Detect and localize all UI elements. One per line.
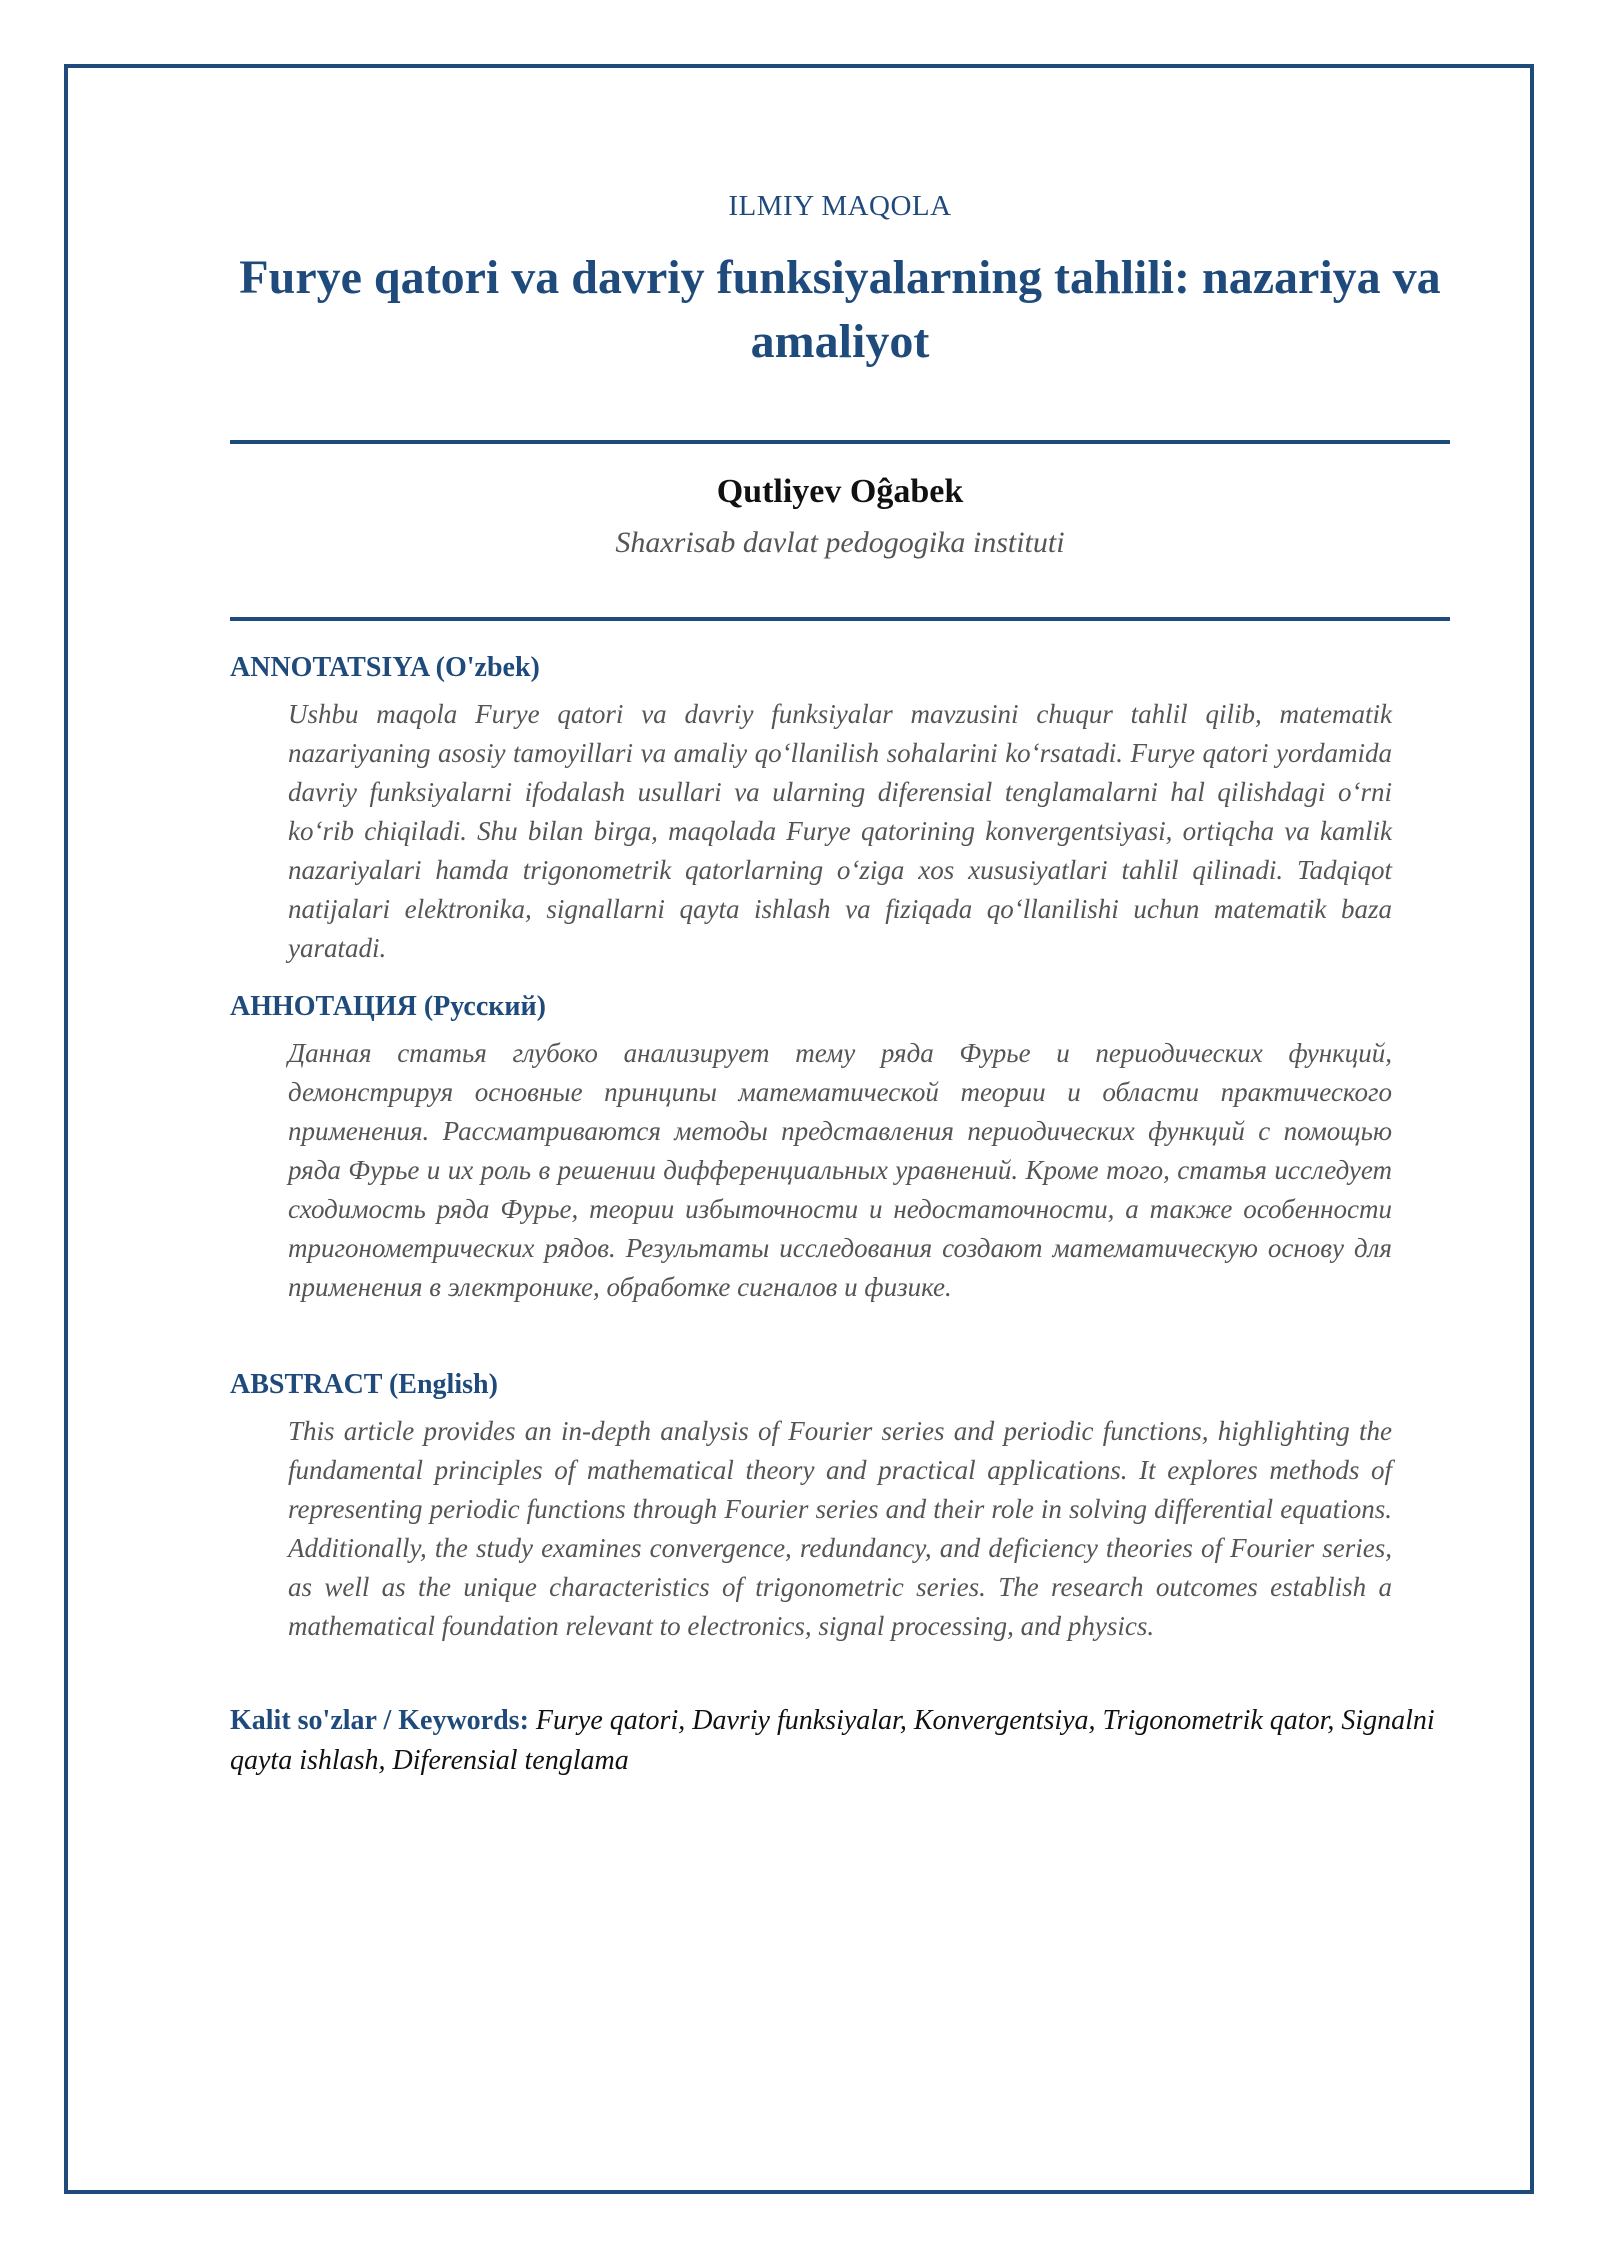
author-divider [230,617,1450,621]
keywords-list: Furye qatori, Davriy funksiyalar, Konvergentsiya, Trigonometrik qator, Signalni qayta ishlash, Diferensial tenglama [230,1705,1435,1776]
abstract-text-english: This article provides an in-depth analysis of Fourier series and periodic functions, highlighting the fundamental principles of mathematical theory and practical applications. It explores methods of representing periodic functions through Fourier series and their role in solving differential equations. Additionally, the study examines convergence, redundancy, and deficiency theories of Fourier series, as well as the unique characteristics of trigonometric series. The research outcomes establish a mathematical foundation relevant to electronics, signal processing, and physics. [288,1416,1392,1641]
abstract-heading-uzbek: ANNOTATSIYA (O'zbek) [230,652,540,683]
article-type-label: ILMIY MAQOLA [728,190,952,222]
abstract-text-uzbek: Ushbu maqola Furye qatori va davriy funksiyalar mavzusini chuqur tahlil qilib, matematik nazariyaning asosiy tamoyillari va amaliy qo‘llanilish sohalarini ko‘rsatadi. Furye qatori yordamida davriy funksiyalarni ifodalash usullari va ularning diferensial tenglamalarni hal qilishdagi o‘rni ko‘rib chiqiladi. Shu bilan birga, maqolada Furye qatorining konvergentsiyasi, ortiqcha va kamlik nazariyalari hamda trigonometrik qatorlarning o‘ziga xos xususiyatlari tahlil qilinadi. Tadqiqot natijalari elektronika, signallarni qayta ishlash va fiziqada qo‘llanilishi uchun matematik baza yaratadi. [288,699,1392,963]
paper-title: Furye qatori va davriy funksiyalarning tahlili: nazariya va amaliyot [239,251,1441,368]
author-name: Qutliyev Oĝabek [716,473,964,510]
keywords-block [230,1701,1450,1781]
author-affiliation: Shaxrisab davlat pedogogika instituti [615,526,1065,559]
abstract-heading-english: ABSTRACT (English) [230,1369,498,1400]
abstract-text-russian: Данная статья глубоко анализирует тему ряда Фурье и периодических функций, демонстрируя основные принципы математической теории и области практического применения. Рассматриваются методы представления периодических функций с помощью ряда Фурье и их роль в решении дифференциальных уравнений. Кроме того, статья исследует сходимость ряда Фурье, теории избыточности и недостаточности, а также особенности тригонометрических рядов. Результаты исследования создают математическую основу для применения в электронике, обработке сигналов и физике. [288,1038,1392,1302]
title-divider [230,440,1450,444]
abstract-heading-russian: АННОТАЦИЯ (Русский) [230,991,546,1022]
keywords-label: Kalit so'zlar / Keywords: [230,1705,529,1736]
